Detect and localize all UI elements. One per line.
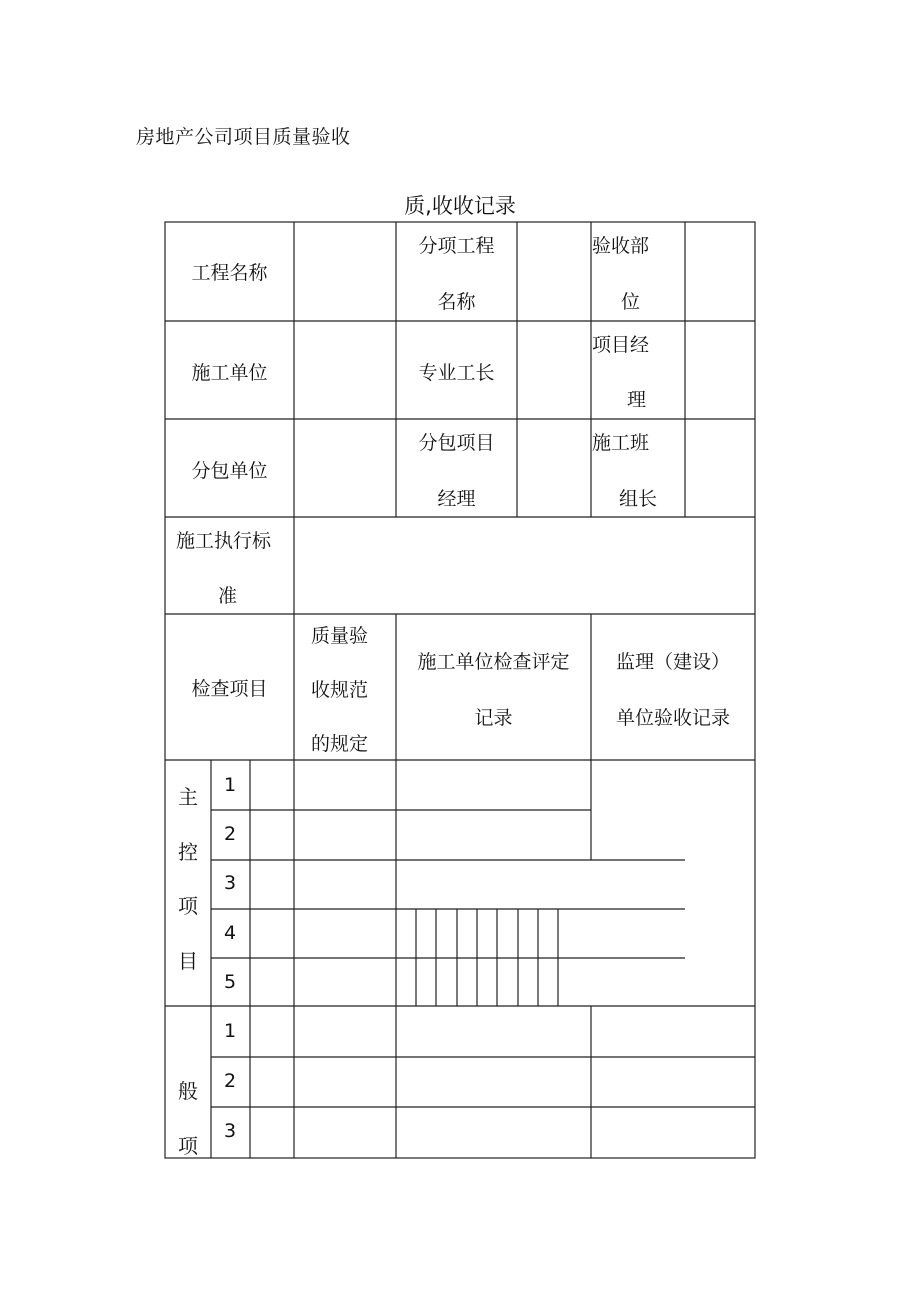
label-standard-2: 准 — [218, 585, 238, 607]
document-title: 房地产公司项目质量验收 — [136, 126, 351, 148]
label-standard-1: 施工执行标 — [176, 530, 272, 552]
label-project-name: 工程名称 — [191, 262, 268, 284]
general-item-number: 3 — [223, 1120, 237, 1142]
main-item-number: 3 — [223, 872, 237, 894]
header-spec-1: 质量验 — [311, 625, 369, 647]
header-spec-3: 的规定 — [311, 733, 369, 755]
header-supervisor-1: 监理（建设） — [615, 651, 730, 673]
label-sub-manager-1: 分包项目 — [418, 432, 495, 454]
main-item-number: 2 — [223, 823, 237, 845]
general-item-number: 2 — [223, 1070, 237, 1092]
general-char: 项 — [178, 1134, 198, 1158]
general-char: 般 — [178, 1079, 198, 1103]
label-subcontractor: 分包单位 — [191, 460, 268, 482]
label-foreman: 专业工长 — [418, 362, 495, 384]
general-item-number: 1 — [223, 1020, 237, 1042]
main-item-number: 5 — [223, 971, 237, 993]
header-spec-2: 收规范 — [311, 679, 369, 701]
label-acceptance-part-2: 位 — [621, 291, 641, 313]
main-control-char: 项 — [178, 894, 198, 918]
header-record-1: 施工单位检查评定 — [417, 651, 570, 673]
label-acceptance-part-1: 验收部 — [592, 235, 650, 257]
main-item-number: 1 — [223, 774, 237, 796]
header-check-item: 检查项目 — [191, 678, 268, 700]
main-item-number: 4 — [223, 922, 237, 944]
main-control-char: 主 — [178, 785, 198, 809]
label-construction-unit: 施工单位 — [191, 362, 268, 384]
table-title: 质,收收记录 — [404, 194, 516, 218]
label-project-manager-1: 项目经 — [592, 334, 650, 356]
label-team-leader-1: 施工班 — [592, 432, 650, 454]
main-control-char: 控 — [178, 840, 198, 864]
label-project-manager-2: 理 — [627, 389, 647, 411]
label-team-leader-2: 组长 — [619, 488, 658, 510]
label-subitem-1: 分项工程 — [418, 235, 495, 257]
label-subitem-2: 名称 — [437, 291, 476, 313]
label-sub-manager-2: 经理 — [437, 488, 476, 510]
header-record-2: 记录 — [474, 707, 513, 729]
header-supervisor-2: 单位验收记录 — [615, 707, 730, 729]
main-control-char: 目 — [178, 949, 198, 973]
